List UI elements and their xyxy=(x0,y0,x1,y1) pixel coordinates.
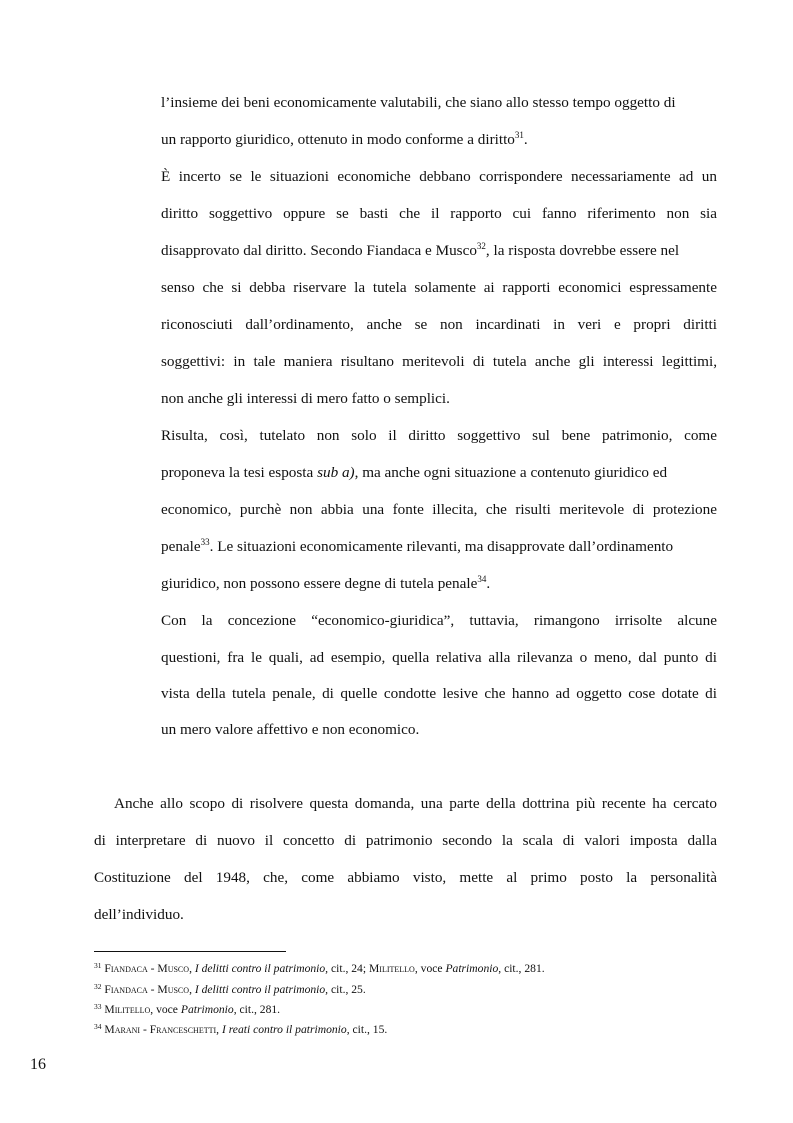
footnote-separator xyxy=(94,951,286,952)
footnote-ref[interactable]: 33 xyxy=(200,537,210,547)
body-line: giuridico, non possono essere degne di tutela penale$^{34}$. xyxy=(161,574,491,592)
body-line: disapprovato dal diritto. Secondo Fiandaca e Musco$^{32}$, la risposta dovrebbe essere nel xyxy=(161,241,680,259)
body-line: diritto soggettivo oppure se basti che il rapporto cui fanno riferimento non sia xyxy=(161,205,717,222)
body-line: questioni, fra le quali, ad esempio, quella relativa alla rilevanza o meno, dal punto di xyxy=(161,649,717,666)
body-line: Anche allo scopo di risolvere questa domanda, una parte della dottrina più recente ha cercato xyxy=(114,795,717,812)
body-line: Risulta, così, tutelato non solo il diritto soggettivo sul bene patrimonio, come xyxy=(161,427,717,444)
body-line: proponeva la tesi esposta sub a), ma anche ogni situazione a contenuto giuridico ed xyxy=(161,464,668,481)
body-line: vista della tutela penale, di quelle condotte lesive che hanno ad oggetto cose dotate di xyxy=(161,685,717,702)
body-line: di interpretare di nuovo il concetto di patrimonio secondo la scala di valori imposta dalla xyxy=(94,832,717,849)
body-line: un rapporto giuridico, ottenuto in modo conforme a diritto$^{31}$. xyxy=(161,130,528,148)
footnote: $^{32}$ Fiandaca - Musco, I delitti contro il patrimonio, cit., 25. xyxy=(94,982,366,996)
footnote-ref[interactable]: 31 xyxy=(514,130,524,140)
footnote-ref[interactable]: 34 xyxy=(477,574,487,584)
footnote: $^{31}$ Fiandaca - Musco, I delitti contro il patrimonio, cit., 24; Militello, voce Patrimonio, cit., 281. xyxy=(94,961,545,975)
body-line: un mero valore affettivo e non economico. xyxy=(161,721,420,738)
body-line: Con la concezione “economico-giuridica”, tuttavia, rimangono irrisolte alcune xyxy=(161,612,717,629)
body-line: riconosciuti dall’ordinamento, anche se non incardinati in veri e propri diritti xyxy=(161,316,717,333)
footnote: $^{34}$ Marani - Franceschetti, I reati contro il patrimonio, cit., 15. xyxy=(94,1022,388,1036)
footnote: $^{33}$ Militello, voce Patrimonio, cit., 281. xyxy=(94,1002,281,1016)
body-line: Costituzione del 1948, che, come abbiamo visto, mette al primo posto la personalità xyxy=(94,869,717,886)
page-number: 16 xyxy=(30,1056,46,1073)
body-line: È incerto se le situazioni economiche debbano corrispondere necessariamente ad un xyxy=(161,168,717,185)
footnote-ref[interactable]: 32 xyxy=(476,241,486,251)
body-line: penale$^{33}$. Le situazioni economicamente rilevanti, ma disapprovate dall’ordinamento xyxy=(161,537,674,555)
body-line: senso che si debba riservare la tutela solamente ai rapporti economici espressamente xyxy=(161,279,717,296)
body-line: soggettivi: in tale maniera risultano meritevoli di tutela anche gli interessi legittimi, xyxy=(161,353,717,370)
body-line: economico, purchè non abbia una fonte illecita, che risulti meritevole di protezione xyxy=(161,501,717,518)
body-line: non anche gli interessi di mero fatto o semplici. xyxy=(161,390,450,407)
body-line: l’insieme dei beni economicamente valutabili, che siano allo stesso tempo oggetto di xyxy=(161,94,676,111)
body-line: dell’individuo. xyxy=(94,906,184,923)
